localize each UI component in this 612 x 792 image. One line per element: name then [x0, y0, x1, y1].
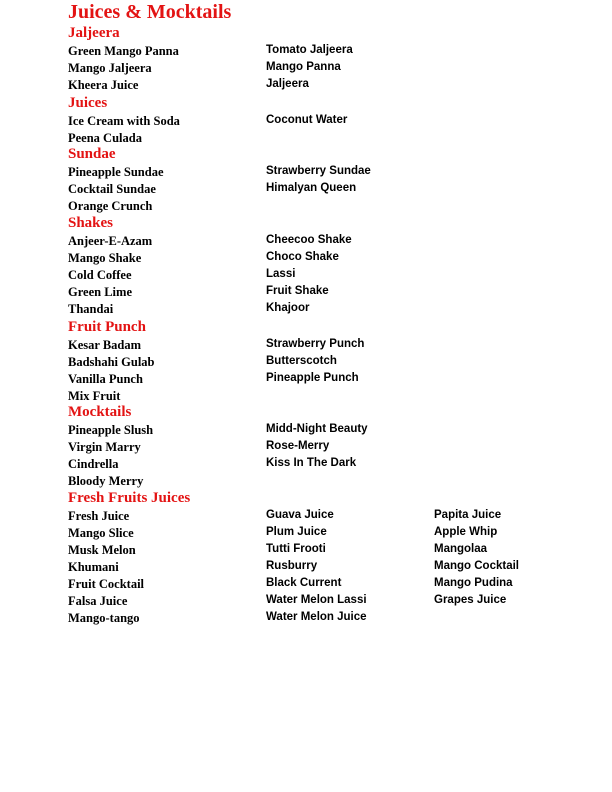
menu-item: Mix Fruit	[68, 389, 121, 403]
menu-item: Khumani	[68, 560, 119, 574]
section-heading: Jaljeera	[68, 25, 120, 41]
menu-item: Mango Shake	[68, 251, 142, 265]
menu-item: Apple Whip	[434, 526, 498, 538]
menu-item: Badshahi Gulab	[68, 355, 155, 369]
menu-item: Water Melon Juice	[266, 611, 367, 623]
menu-item: Lassi	[266, 268, 296, 280]
menu-row	[68, 232, 588, 249]
menu-item: Fruit Cocktail	[68, 577, 145, 591]
menu-item: Mango Panna	[266, 61, 341, 73]
menu-row	[68, 129, 588, 146]
menu-row	[68, 558, 588, 575]
menu-row	[68, 592, 588, 609]
section-fresh-fruits-juices	[68, 489, 588, 626]
menu-row	[68, 455, 588, 472]
section-mocktails	[68, 403, 588, 489]
section-shakes	[68, 214, 588, 317]
menu-item: Musk Melon	[68, 543, 136, 557]
menu-item: Anjeer-E-Azam	[68, 234, 153, 248]
menu-row	[68, 541, 588, 558]
menu-item: Vanilla Punch	[68, 372, 143, 386]
menu-item: Orange Crunch	[68, 199, 153, 213]
menu-item: Kheera Juice	[68, 78, 139, 92]
menu-item: Mango Pudina	[434, 577, 513, 589]
menu-row	[68, 197, 588, 214]
menu-row	[68, 336, 588, 353]
section-heading: Fresh Fruits Juices	[68, 490, 191, 506]
menu-item: Kesar Badam	[68, 338, 142, 352]
menu-item: Cold Coffee	[68, 268, 132, 282]
menu-row	[68, 438, 588, 455]
section-heading: Mocktails	[68, 404, 132, 420]
menu-item: Bloody Merry	[68, 474, 144, 488]
menu-item: Butterscotch	[266, 355, 337, 367]
menu-item: Green Lime	[68, 285, 132, 299]
menu-item: Pineapple Punch	[266, 372, 359, 384]
menu-item: Mango Slice	[68, 526, 134, 540]
menu-item: Rose-Merry	[266, 440, 330, 452]
menu-item: Midd-Night Beauty	[266, 423, 368, 435]
section-heading: Fruit Punch	[68, 319, 146, 335]
menu-title: Juices & Mocktails	[68, 1, 232, 23]
menu-item: Cindrella	[68, 457, 119, 471]
menu-item: Rusburry	[266, 560, 318, 572]
menu-item: Grapes Juice	[434, 594, 507, 606]
menu-item: Coconut Water	[266, 114, 348, 126]
menu-item: Falsa Juice	[68, 594, 128, 608]
menu-row	[68, 353, 588, 370]
menu-item: Peena Culada	[68, 131, 142, 145]
section-heading: Sundae	[68, 146, 116, 162]
menu-item: Cocktail Sundae	[68, 182, 156, 196]
menu-item: Kiss In The Dark	[266, 457, 357, 469]
menu-row	[68, 421, 588, 438]
menu-row	[68, 59, 588, 76]
menu-item: Pineapple Sundae	[68, 165, 164, 179]
menu-item: Papita Juice	[434, 509, 502, 521]
section-fruit-punch	[68, 318, 588, 404]
menu-item: Plum Juice	[266, 526, 327, 538]
menu-row	[68, 472, 588, 489]
menu-item: Strawberry Sundae	[266, 165, 371, 177]
menu-row	[68, 387, 588, 404]
menu-item: Tomato Jaljeera	[266, 44, 353, 56]
section-heading: Shakes	[68, 215, 114, 231]
menu-item: Virgin Marry	[68, 440, 141, 454]
menu-item: Fruit Shake	[266, 285, 329, 297]
menu-row	[68, 575, 588, 592]
menu-item: Guava Juice	[266, 509, 334, 521]
section-juices	[68, 94, 588, 146]
menu-row	[68, 300, 588, 317]
menu-row	[68, 370, 588, 387]
menu-row	[68, 609, 588, 626]
menu-row	[68, 76, 588, 93]
menu-item: Mango Jaljeera	[68, 61, 152, 75]
menu-item: Khajoor	[266, 302, 310, 314]
menu-item: Water Melon Lassi	[266, 594, 367, 606]
menu-item: Tutti Frooti	[266, 543, 326, 555]
menu-item: Cheecoo Shake	[266, 234, 352, 246]
menu-row	[68, 266, 588, 283]
menu-item: Mangolaa	[434, 543, 488, 555]
menu-item: Mango Cocktail	[434, 560, 519, 572]
menu-item: Pineapple Slush	[68, 423, 154, 437]
menu-row	[68, 283, 588, 300]
menu-item: Thandai	[68, 302, 114, 316]
section-heading: Juices	[68, 95, 108, 111]
section-sundae	[68, 145, 588, 214]
menu-item: Black Current	[266, 577, 342, 589]
menu-item: Strawberry Punch	[266, 338, 365, 350]
menu-item: Green Mango Panna	[68, 44, 179, 58]
menu-row	[68, 42, 588, 59]
menu-row	[68, 163, 588, 180]
menu-row	[68, 180, 588, 197]
section-jaljeera	[68, 24, 588, 93]
menu-item: Fresh Juice	[68, 509, 130, 523]
menu-row	[68, 249, 588, 266]
menu-item: Himalyan Queen	[266, 182, 357, 194]
menu-row	[68, 507, 588, 524]
menu-item: Mango-tango	[68, 611, 140, 625]
menu-row	[68, 112, 588, 129]
menu-item: Choco Shake	[266, 251, 339, 263]
menu-row	[68, 524, 588, 541]
menu-item: Ice Cream with Soda	[68, 114, 180, 128]
menu-item: Jaljeera	[266, 78, 309, 90]
